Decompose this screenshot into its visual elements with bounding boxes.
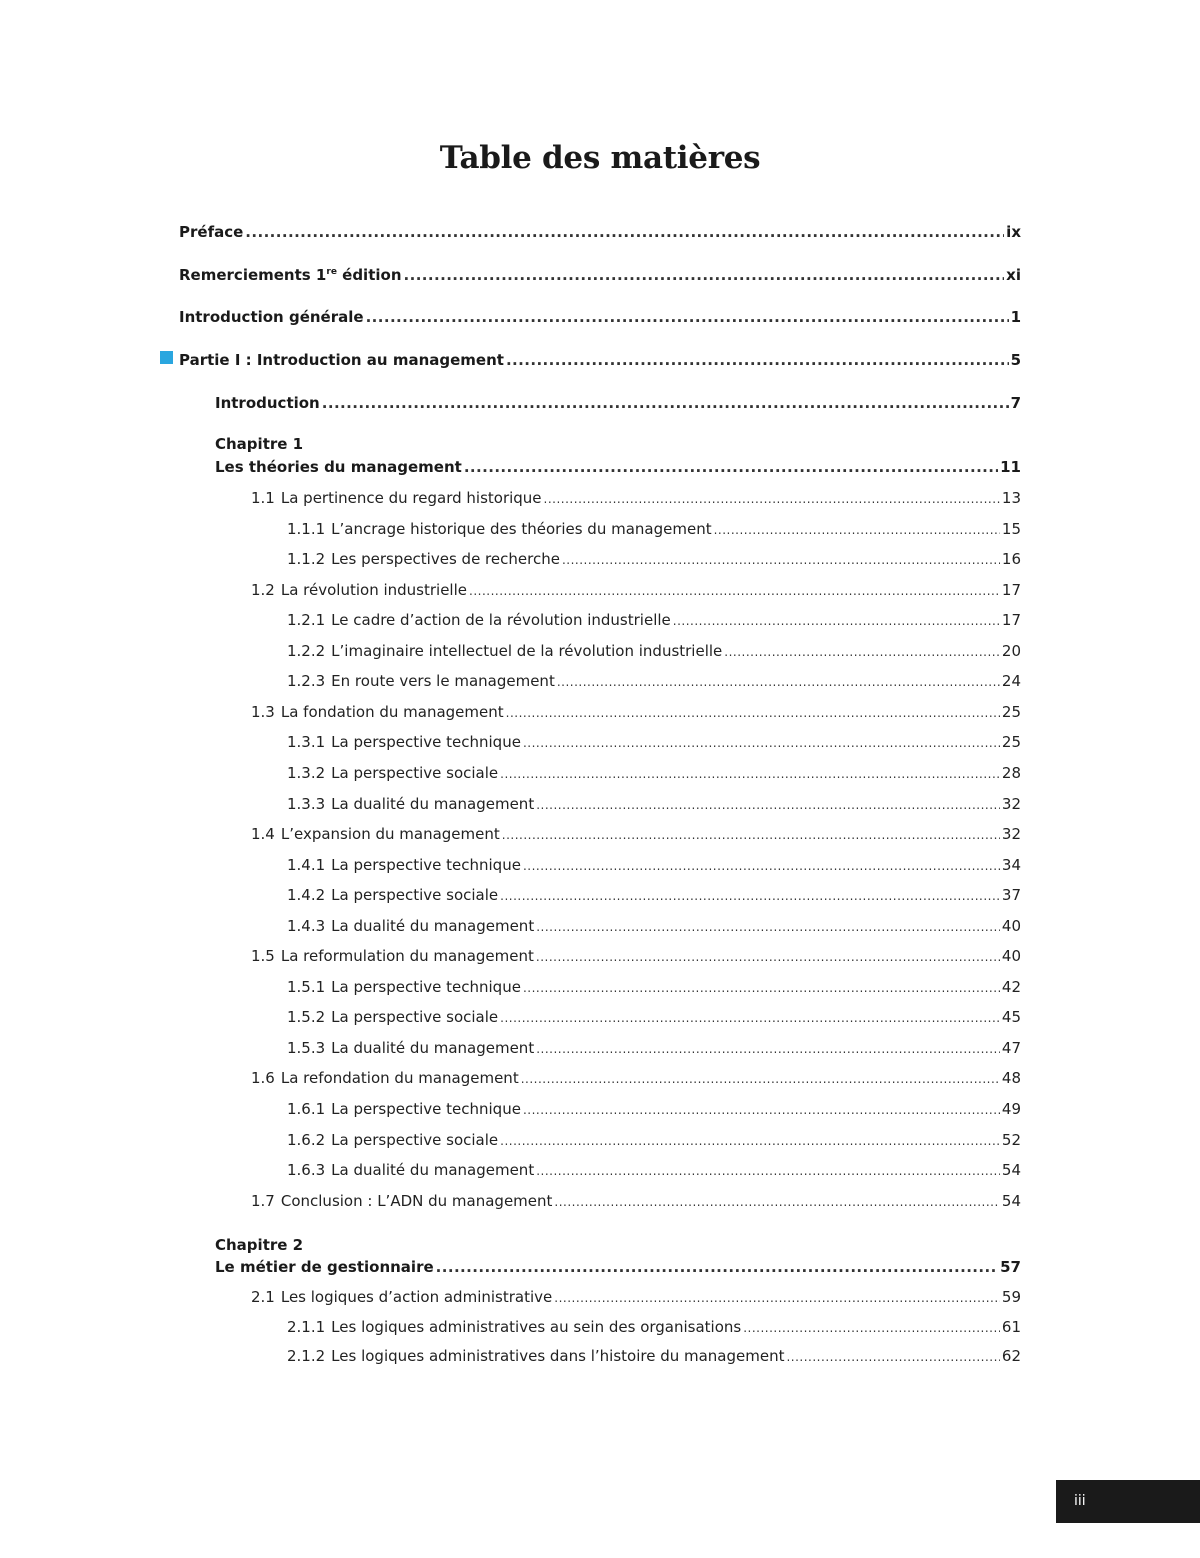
leader-dots: [724, 642, 1000, 662]
toc-entry-label: Partie I : Introduction au management: [179, 351, 504, 369]
toc-subentry[interactable]: [287, 519, 1021, 540]
toc-entry-label: Le métier de gestionnaire: [215, 1258, 434, 1276]
leader-dots: [500, 764, 1000, 784]
toc-entry-page: ix: [1006, 223, 1021, 241]
toc-entry-number: 1.2.2: [287, 641, 326, 660]
leader-dots: [506, 350, 1009, 370]
toc-entry-label: La dualité du management: [331, 1161, 535, 1180]
toc-entry-number: 1.6.1: [287, 1100, 326, 1118]
leader-dots: [536, 795, 1000, 815]
toc-entry-remerciements[interactable]: [179, 265, 1021, 285]
toc-entry-number: 1.4.1: [287, 855, 326, 874]
toc-entry-number: 1.5.2: [287, 1008, 326, 1027]
toc-entry-label: La perspective technique: [331, 1100, 521, 1118]
toc-entry-partie-1[interactable]: [179, 350, 1021, 370]
toc-entry-page: 40: [1001, 916, 1021, 935]
leader-dots: [500, 1008, 1000, 1028]
toc-entry-preface[interactable]: [179, 222, 1021, 242]
toc-entry-label: La refondation du management: [280, 1069, 519, 1088]
toc-entry-page: 17: [1001, 580, 1021, 599]
toc-subentry[interactable]: [251, 1191, 1021, 1212]
toc-entry-page: 45: [1001, 1008, 1021, 1027]
leader-dots: [673, 611, 1000, 631]
leader-dots: [322, 393, 1009, 413]
leader-dots: [523, 978, 1000, 998]
toc-entry-number: 1.4: [251, 825, 275, 844]
toc-entry-page: 25: [1001, 702, 1021, 721]
toc-entry-number: 1.6.3: [287, 1161, 326, 1180]
toc-entry-page: 7: [1010, 394, 1021, 412]
page-title: Table des matières: [439, 140, 761, 176]
leader-dots: [506, 703, 1000, 723]
toc-entry-page: 17: [1001, 611, 1021, 630]
toc-subentry[interactable]: [287, 1160, 1021, 1181]
toc-entry-label: Remerciements 1re édition: [179, 266, 402, 284]
leader-dots: [536, 917, 1000, 937]
toc-entry-number: 1.3.1: [287, 733, 326, 752]
toc-entry-label: La reformulation du management: [280, 947, 534, 966]
leader-dots: [523, 856, 1000, 876]
part-marker-square: [160, 351, 173, 364]
toc-entry-page: xi: [1006, 266, 1021, 284]
toc-entry-label: La dualité du management: [331, 794, 535, 813]
leader-dots: [714, 520, 1000, 540]
toc-subentry[interactable]: [287, 732, 1021, 753]
toc-entry-number: 2.1: [251, 1288, 275, 1306]
toc-entry-page: 11: [1000, 458, 1021, 476]
leader-dots: [245, 222, 1004, 242]
page-number-badge: iii: [1056, 1480, 1200, 1523]
toc-entry-label: Les perspectives de recherche: [331, 550, 560, 569]
toc-entry-number: 1.7: [251, 1191, 275, 1210]
leader-dots: [404, 265, 1005, 285]
toc-entry-label: Conclusion : L’ADN du management: [280, 1191, 553, 1210]
toc-entry-number: 2.1.1: [287, 1317, 326, 1336]
toc-entry-page: 40: [1001, 947, 1021, 966]
toc-subentry[interactable]: [251, 1287, 1021, 1308]
toc-entry-number: 1.2: [251, 580, 275, 599]
toc-entry-page: 34: [1001, 855, 1021, 874]
toc-entry-label: La perspective technique: [331, 855, 521, 874]
leader-dots: [554, 1192, 1000, 1212]
toc-subentry[interactable]: [287, 610, 1021, 631]
toc-entry-number: 1.4.3: [287, 916, 326, 935]
toc-entry-page: 57: [1000, 1258, 1021, 1276]
toc-entry-label: En route vers le management: [331, 672, 555, 691]
toc-entry-page: 61: [1001, 1317, 1021, 1336]
toc-entry-number: 1.5.3: [287, 1038, 326, 1057]
leader-dots: [500, 886, 1000, 906]
toc-entry-label: Les logiques d’action administrative: [280, 1288, 553, 1306]
toc-entry-label: La perspective sociale: [331, 1130, 499, 1149]
toc-entry-number: 1.5.1: [287, 977, 326, 996]
toc-entry-chapter-2[interactable]: [215, 1257, 1021, 1277]
toc-entry-page: 54: [1001, 1191, 1021, 1210]
toc-subentry[interactable]: [251, 580, 1021, 601]
toc-entry-page: 20: [1001, 641, 1021, 660]
toc-subentry[interactable]: [287, 1007, 1021, 1028]
toc-entry-page: 25: [1001, 733, 1021, 752]
toc-entry-label: Les logiques administratives dans l’histoire du management: [331, 1347, 785, 1365]
toc-entry-page: 54: [1001, 1161, 1021, 1180]
toc-entry-page: 48: [1001, 1069, 1021, 1088]
toc-entry-number: 1.1: [251, 489, 275, 507]
toc-entry-label: Le cadre d’action de la révolution industrielle: [331, 611, 671, 630]
toc-entry-page: 13: [1001, 489, 1021, 507]
toc-entry-label: La dualité du management: [331, 916, 535, 935]
toc-entry-label: Les logiques administratives au sein des organisations: [331, 1317, 742, 1336]
toc-subentry[interactable]: [287, 1038, 1021, 1059]
toc-entry-number: 1.6.2: [287, 1130, 326, 1149]
leader-dots: [786, 1347, 999, 1367]
leader-dots: [523, 1100, 1000, 1120]
toc-entry-label: L’expansion du management: [280, 825, 500, 844]
toc-entry-number: 1.2.1: [287, 611, 326, 630]
toc-entry-number: 1.1.2: [287, 550, 326, 569]
toc-subentry[interactable]: [251, 702, 1021, 723]
leader-dots: [366, 307, 1009, 327]
toc-entry-number: 1.4.2: [287, 886, 326, 905]
toc-entry-page: 32: [1001, 794, 1021, 813]
toc-entry-page: 49: [1001, 1100, 1021, 1118]
chapter-2-label: Chapitre 2: [215, 1236, 304, 1254]
toc-entry-introduction[interactable]: [215, 393, 1021, 413]
toc-subentry[interactable]: [287, 1317, 1021, 1338]
leader-dots: [544, 489, 1000, 509]
toc-entry-label: La perspective technique: [331, 977, 521, 996]
toc-entry-label: L’ancrage historique des théories du management: [331, 519, 712, 538]
toc-entry-page: 52: [1001, 1130, 1021, 1149]
toc-entry-page: 15: [1001, 519, 1021, 538]
toc-entry-label: Introduction générale: [179, 308, 364, 326]
toc-subentry[interactable]: [287, 977, 1021, 998]
leader-dots: [562, 550, 1000, 570]
toc-entry-label: Introduction: [215, 394, 320, 412]
toc-entry-number: 1.5: [251, 947, 275, 966]
toc-subentry[interactable]: [287, 855, 1021, 876]
toc-entry-page: 16: [1001, 550, 1021, 569]
toc-entry-introduction-generale[interactable]: [179, 307, 1021, 327]
toc-entry-label: La fondation du management: [280, 702, 504, 721]
leader-dots: [502, 825, 1000, 845]
toc-entry-label: La pertinence du regard historique: [280, 489, 542, 507]
toc-subentry[interactable]: [287, 916, 1021, 937]
toc-entry-page: 1: [1010, 308, 1021, 326]
leader-dots: [521, 1069, 1000, 1089]
toc-entry-label: La perspective technique: [331, 733, 521, 752]
toc-subentry[interactable]: [287, 794, 1021, 815]
chapter-1-label: Chapitre 1: [215, 435, 304, 453]
toc-entry-label: La perspective sociale: [331, 886, 499, 905]
toc-subentry[interactable]: [287, 671, 1021, 692]
leader-dots: [536, 947, 1000, 967]
toc-subentry[interactable]: [287, 885, 1021, 906]
leader-dots: [557, 672, 1000, 692]
toc-entry-label: L’imaginaire intellectuel de la révolution industrielle: [331, 641, 723, 660]
toc-entry-page: 59: [1001, 1288, 1021, 1306]
toc-entry-number: 2.1.2: [287, 1347, 326, 1365]
leader-dots: [464, 457, 998, 477]
toc-entry-number: 1.2.3: [287, 672, 326, 691]
toc-entry-label: La perspective sociale: [331, 763, 499, 782]
toc-entry-label: Préface: [179, 223, 244, 241]
toc-entry-label: Les théories du management: [215, 458, 462, 476]
toc-entry-number: 1.1.1: [287, 519, 326, 538]
toc-entry-label: La dualité du management: [331, 1038, 535, 1057]
toc-entry-chapter-1[interactable]: [215, 457, 1021, 477]
leader-dots: [554, 1288, 1000, 1308]
toc-entry-page: 24: [1001, 672, 1021, 691]
toc-subentry[interactable]: [287, 641, 1021, 662]
leader-dots: [436, 1257, 998, 1277]
toc-entry-number: 1.3: [251, 702, 275, 721]
toc-subentry[interactable]: [251, 824, 1021, 845]
toc-subentry[interactable]: [287, 1346, 1021, 1367]
toc-subentry[interactable]: [287, 1099, 1021, 1120]
toc-subentry[interactable]: [287, 763, 1021, 784]
toc-entry-number: 1.3.2: [287, 763, 326, 782]
toc-entry-page: 42: [1001, 977, 1021, 996]
toc-entry-page: 62: [1001, 1347, 1021, 1365]
toc-entry-page: 28: [1001, 763, 1021, 782]
toc-entry-page: 32: [1001, 825, 1021, 844]
leader-dots: [500, 1131, 1000, 1151]
toc-entry-number: 1.6: [251, 1069, 275, 1088]
toc-entry-page: 37: [1001, 886, 1021, 905]
leader-dots: [523, 733, 1000, 753]
toc-entry-label: La perspective sociale: [331, 1008, 499, 1027]
toc-subentry[interactable]: [287, 1130, 1021, 1151]
toc-entry-label: La révolution industrielle: [280, 580, 467, 599]
leader-dots: [469, 581, 1000, 601]
toc-entry-page: 5: [1010, 351, 1021, 369]
leader-dots: [536, 1161, 1000, 1181]
toc-entry-page: 47: [1001, 1038, 1021, 1057]
toc-subentry[interactable]: [251, 488, 1021, 509]
leader-dots: [536, 1039, 1000, 1059]
leader-dots: [743, 1318, 1000, 1338]
toc-subentry[interactable]: [251, 1068, 1021, 1089]
toc-entry-number: 1.3.3: [287, 794, 326, 813]
toc-subentry[interactable]: [251, 946, 1021, 967]
toc-subentry[interactable]: [287, 549, 1021, 570]
